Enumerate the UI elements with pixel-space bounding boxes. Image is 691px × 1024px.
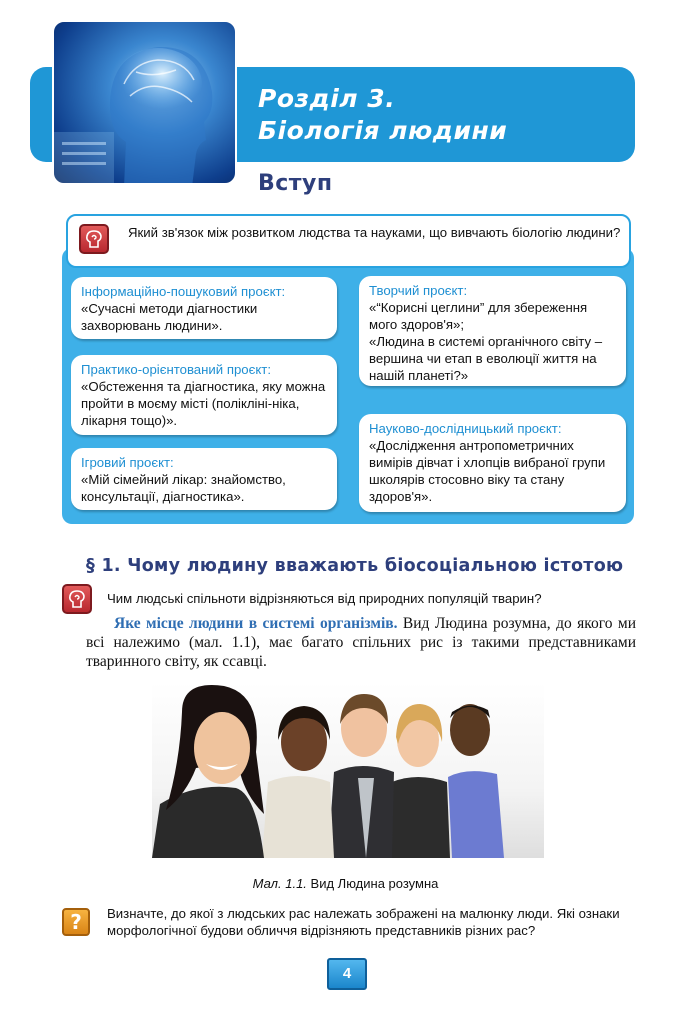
chapter-number: Розділ 3. (258, 84, 396, 113)
figure-caption (0, 876, 691, 891)
people-photo (152, 682, 544, 858)
intro-question-box (66, 214, 631, 268)
project-type: Інформаційно-пошуковий проєкт: (81, 284, 286, 299)
project-text: «Сучасні методи діагностики захворювань людини». (81, 301, 258, 333)
question-mark-icon: ? (62, 908, 90, 936)
project-card-info (71, 277, 337, 339)
section-question: Чим людські спільноти відрізняються від природних популяцій тварин? (107, 591, 542, 606)
question-head-icon (79, 224, 109, 254)
paragraph-text: Вид Людина розумна, до якого ми всі належимо (мал. 1.1), має багато спільних рис із такими представниками тваринного світу, як ссавці. (86, 615, 636, 670)
project-card-game (71, 448, 337, 510)
chapter-name: Біологія людини (258, 116, 508, 145)
question-head-icon (62, 584, 92, 614)
project-type: Практико-орієнтований проєкт: (81, 362, 271, 377)
intro-question: Який зв'язок між розвитком людства та науками, що вивчають біологію людини? (128, 225, 621, 240)
project-card-practical (71, 355, 337, 435)
figure-label: Мал. 1.1. (252, 876, 307, 891)
intro-heading: Вступ (258, 171, 333, 196)
project-text: «Дослідження антропометричних вимірів дівчат і хлопців вибраної групи школярів стосовно віку та стану здоров'я». (369, 438, 606, 504)
section-heading: § 1. Чому людину вважають біосоціальною істотою (86, 556, 624, 576)
body-paragraph (86, 614, 636, 671)
project-type: Ігровий проєкт: (81, 455, 174, 470)
brain-head-image (52, 20, 237, 185)
project-card-creative (359, 276, 626, 386)
chapter-title (258, 83, 507, 147)
page-number: 4 (327, 958, 367, 990)
project-card-research (359, 414, 626, 512)
lead-term: Яке місце людини в системі організмів. (114, 615, 398, 632)
project-type: Творчий проєкт: (369, 283, 468, 298)
project-text: «Мій сімейний лікар: знайомство, консультації, діагностика». (81, 472, 286, 504)
project-text-2: «Людина в системі органічного світу – вершина чи етап в еволюції життя на нашій планеті?» (369, 334, 603, 383)
project-text: «Обстеження та діагностика, яку можна пройти в моєму місті (полікліні-ніка, лікарня тощо)». (81, 379, 326, 428)
project-type: Науково-дослідницький проєкт: (369, 421, 562, 436)
project-text: «“Корисні цеглини” для збереження мого здоров'я»; (369, 300, 588, 332)
task-text: Визначте, до якої з людських рас належать зображені на малюнку люди. Які ознаки морфологічної будови обличчя відрізняють представників різних рас? (107, 906, 620, 938)
figure-caption-text: Вид Людина розумна (310, 876, 439, 891)
